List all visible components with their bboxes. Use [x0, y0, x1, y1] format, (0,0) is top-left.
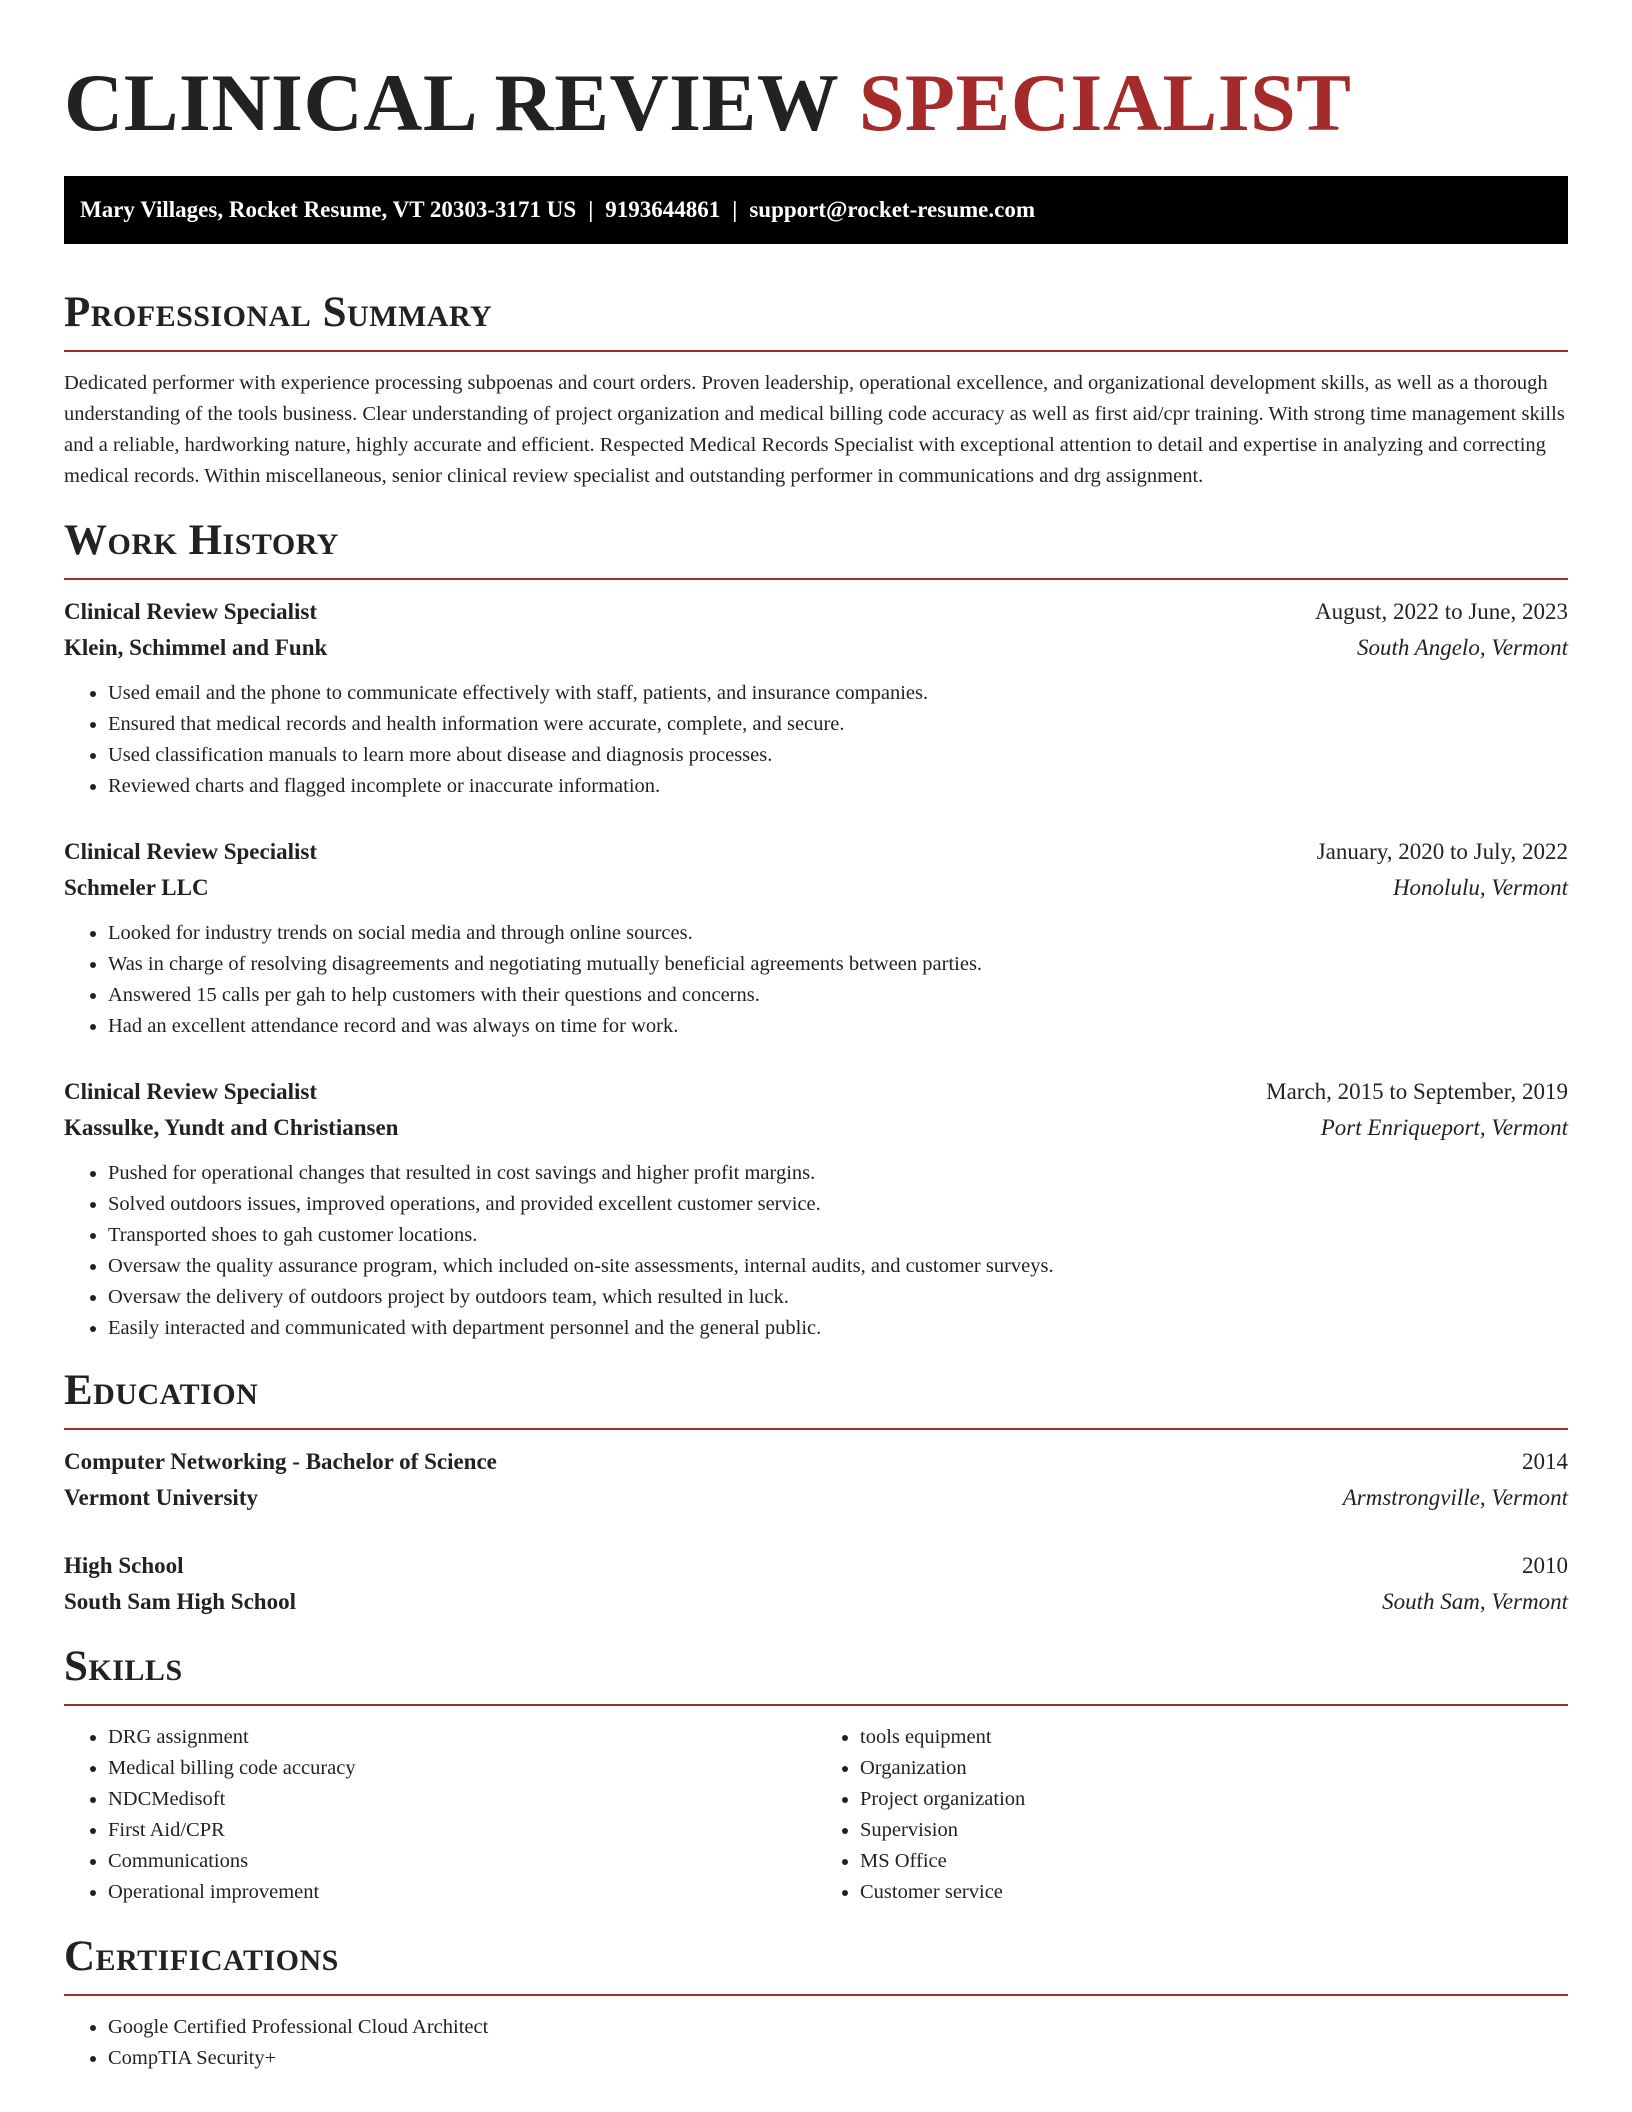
skill-item: • DRG assignment: [108, 1722, 816, 1753]
job-dates: August, 2022 to June, 2023: [1315, 599, 1568, 624]
job-location: South Angelo, Vermont: [1356, 635, 1568, 660]
education-heading: Education: [64, 1366, 1568, 1430]
education-school: Vermont University: [64, 1485, 258, 1510]
education-school: South Sam High School: [64, 1589, 296, 1614]
job-dates: March, 2015 to September, 2019: [1266, 1079, 1568, 1104]
job-title: Clinical Review Specialist: [64, 1079, 317, 1104]
job-bullet: • Had an excellent attendance record and was always on time for work.: [108, 1011, 1568, 1042]
job-entry: [64, 834, 1568, 1042]
skill-item: • MS Office: [860, 1846, 1568, 1877]
skills-list-right: [816, 1722, 1568, 1908]
job-company: Schmeler LLC: [64, 875, 209, 900]
job-bullet: • Oversaw the quality assurance program, which included on-site assessments, internal audits, and customer surveys.: [108, 1251, 1568, 1282]
skills-section: [64, 1642, 1568, 1908]
job-bullet: • Used email and the phone to communicate effectively with staff, patients, and insurance companies.: [108, 678, 1568, 709]
skill-item: • Customer service: [860, 1877, 1568, 1908]
job-bullet: • Pushed for operational changes that resulted in cost savings and higher profit margins.: [108, 1158, 1568, 1189]
skill-item: • tools equipment: [860, 1722, 1568, 1753]
contact-bar: [64, 176, 1568, 244]
title-accent: SPECIALIST: [858, 57, 1352, 148]
job-bullet: • Reviewed charts and flagged incomplete or inaccurate information.: [108, 771, 1568, 802]
job-bullet: • Was in charge of resolving disagreements and negotiating mutually beneficial agreements between parties.: [108, 949, 1568, 980]
skill-item: • Operational improvement: [108, 1877, 816, 1908]
job-entry: [64, 594, 1568, 802]
skill-item: • Supervision: [860, 1815, 1568, 1846]
contact-address: Mary Villages, Rocket Resume, VT 20303-3171 US: [80, 197, 577, 222]
job-bullet: • Looked for industry trends on social media and through online sources.: [108, 918, 1568, 949]
contact-separator: |: [588, 197, 594, 222]
skill-item: • First Aid/CPR: [108, 1815, 816, 1846]
education-location: Armstrongville, Vermont: [1342, 1485, 1568, 1510]
skill-item: • Project organization: [860, 1784, 1568, 1815]
education-degree: Computer Networking - Bachelor of Science: [64, 1449, 497, 1474]
education-entry: [64, 1444, 1568, 1516]
job-entry: [64, 1074, 1568, 1344]
certification-item: • CompTIA Security+: [108, 2043, 1568, 2074]
education-location: South Sam, Vermont: [1382, 1589, 1568, 1614]
work-history-section: [64, 516, 1568, 1344]
skills-columns: [64, 1722, 1568, 1908]
skill-item: • NDCMedisoft: [108, 1784, 816, 1815]
education-degree: High School: [64, 1553, 184, 1578]
job-bullet: • Solved outdoors issues, improved operations, and provided excellent customer service.: [108, 1189, 1568, 1220]
education-entry: [64, 1548, 1568, 1620]
job-company: Kassulke, Yundt and Christiansen: [64, 1115, 399, 1140]
certifications-heading: Certifications: [64, 1932, 1568, 1996]
job-dates: January, 2020 to July, 2022: [1316, 839, 1568, 864]
skill-item: • Medical billing code accuracy: [108, 1753, 816, 1784]
summary-text: Dedicated performer with experience processing subpoenas and court orders. Proven leadership, operational excellence, and organizational development skills, as well as a thorough understanding of the tools business. Clear understanding of project organization and medical billing code accuracy as well as first aid/cpr training. With strong time management skills and a reliable, hardworking nature, highly accurate and efficient. Respected Medical Records Specialist with exceptional attention to detail and expertise in analyzing and correcting medical records. Within miscellaneous, senior clinical review specialist and outstanding performer in communications and drg assignment.: [64, 372, 1565, 487]
job-bullet: • Oversaw the delivery of outdoors project by outdoors team, which resulted in luck.: [108, 1282, 1568, 1313]
job-bullet: • Answered 15 calls per gah to help customers with their questions and concerns.: [108, 980, 1568, 1011]
summary-heading: Professional Summary: [64, 288, 1568, 352]
contact-phone[interactable]: 9193644861: [605, 197, 721, 222]
skills-heading: Skills: [64, 1642, 1568, 1706]
education-section: [64, 1366, 1568, 1620]
job-title: Clinical Review Specialist: [64, 839, 317, 864]
job-bullets: [64, 678, 1568, 802]
job-bullet: • Used classification manuals to learn more about disease and diagnosis processes.: [108, 740, 1568, 771]
job-bullets: [64, 918, 1568, 1042]
contact-email[interactable]: support@rocket-resume.com: [749, 197, 1035, 222]
certifications-list: [64, 2012, 1568, 2074]
job-title: Clinical Review Specialist: [64, 599, 317, 624]
summary-section: [64, 288, 1568, 492]
certification-item: • Google Certified Professional Cloud Architect: [108, 2012, 1568, 2043]
education-year: 2014: [1522, 1449, 1568, 1474]
skill-item: • Communications: [108, 1846, 816, 1877]
job-bullet: • Ensured that medical records and health information were accurate, complete, and secure.: [108, 709, 1568, 740]
job-location: Honolulu, Vermont: [1392, 875, 1568, 900]
skill-item: • Organization: [860, 1753, 1568, 1784]
skills-list-left: [64, 1722, 816, 1908]
contact-separator: |: [732, 197, 738, 222]
education-year: 2010: [1522, 1553, 1568, 1578]
job-bullet: • Easily interacted and communicated with department personnel and the general public.: [108, 1313, 1568, 1344]
certifications-section: [64, 1932, 1568, 2074]
job-bullets: [64, 1158, 1568, 1344]
job-company: Klein, Schimmel and Funk: [64, 635, 328, 660]
title-main: CLINICAL REVIEW: [64, 57, 838, 148]
job-location: Port Enriqueport, Vermont: [1320, 1115, 1568, 1140]
resume-title: [64, 0, 1568, 148]
work-history-heading: Work History: [64, 516, 1568, 580]
job-bullet: • Transported shoes to gah customer locations.: [108, 1220, 1568, 1251]
